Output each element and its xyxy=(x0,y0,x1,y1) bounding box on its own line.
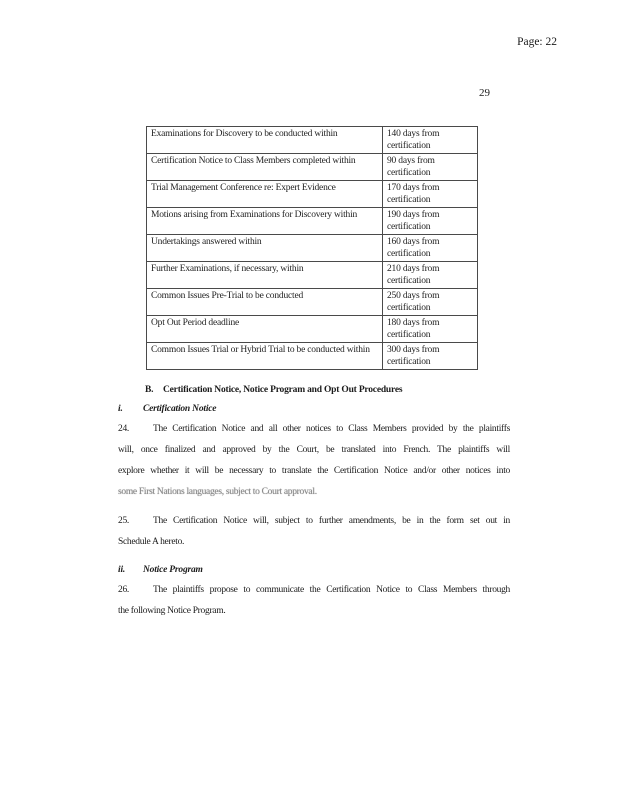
table-row xyxy=(147,154,478,181)
subsection-ii-heading xyxy=(118,563,510,578)
paragraph-24-number: 24. xyxy=(118,424,129,434)
paragraph-text: The Certification Notice will, subject to further amendments, be in the form set out in xyxy=(153,516,510,526)
paragraph-line: the following Notice Program. xyxy=(118,606,226,616)
section-b-title: Certification Notice, Notice Program and Opt Out Procedures xyxy=(163,385,403,395)
paragraph-text: The Certification Notice and all other notices to Class Members provided by the plaintiffs xyxy=(153,424,510,434)
table-cell-deadline: 160 days from certification xyxy=(383,235,478,262)
paragraph-text: The plaintiffs propose to communicate the Certification Notice to Class Members through xyxy=(153,585,510,595)
paragraph-26-number: 26. xyxy=(118,585,129,595)
table-cell-deadline: 140 days from certification xyxy=(383,127,478,154)
table-cell-item: Examinations for Discovery to be conducted within xyxy=(147,127,383,154)
table-row xyxy=(147,289,478,316)
paragraph-line xyxy=(118,419,510,440)
table-row xyxy=(147,208,478,235)
paragraph-line-faded: some First Nations languages, subject to Court approval. xyxy=(118,487,317,497)
table-row xyxy=(147,235,478,262)
table-row xyxy=(147,262,478,289)
section-b-heading xyxy=(118,383,510,398)
table-cell-deadline: 300 days from certification xyxy=(383,343,478,370)
table-row xyxy=(147,343,478,370)
section-b-number: B. xyxy=(145,385,154,395)
table-cell-deadline: 250 days from certification xyxy=(383,289,478,316)
paragraph-24 xyxy=(118,419,510,503)
paragraph-25 xyxy=(118,511,510,553)
paragraph-line xyxy=(118,511,510,532)
table-cell-deadline: 180 days from certification xyxy=(383,316,478,343)
paragraph-line xyxy=(118,580,510,601)
subsection-ii-title: Notice Program xyxy=(143,565,203,575)
schedule-table xyxy=(146,126,478,370)
subsection-ii-number: ii. xyxy=(118,565,126,575)
subsection-i-heading xyxy=(118,402,510,417)
table-cell-item: Common Issues Pre-Trial to be conducted xyxy=(147,289,383,316)
table-cell-item: Opt Out Period deadline xyxy=(147,316,383,343)
table-cell-item: Undertakings answered within xyxy=(147,235,383,262)
table-row xyxy=(147,127,478,154)
table-cell-deadline: 190 days from certification xyxy=(383,208,478,235)
paragraph-line: Schedule A hereto. xyxy=(118,537,185,547)
paragraph-line: will, once finalized and approved by the Court, be translated into French. The plaintiffs will xyxy=(118,445,510,455)
paragraph-26 xyxy=(118,580,510,622)
table-cell-item: Motions arising from Examinations for Discovery within xyxy=(147,208,383,235)
table-cell-deadline: 170 days from certification xyxy=(383,181,478,208)
subsection-i-number: i. xyxy=(118,404,123,414)
paragraph-25-number: 25. xyxy=(118,516,129,526)
table-cell-item: Trial Management Conference re: Expert Evidence xyxy=(147,181,383,208)
paragraph-line: explore whether it will be necessary to translate the Certification Notice and/or other notices into xyxy=(118,466,510,476)
page-header-label: Page: 22 xyxy=(517,36,557,48)
table-cell-item: Certification Notice to Class Members completed within xyxy=(147,154,383,181)
table-cell-item: Common Issues Trial or Hybrid Trial to be conducted within xyxy=(147,343,383,370)
table-cell-deadline: 90 days from certification xyxy=(383,154,478,181)
subsection-i-title: Certification Notice xyxy=(143,404,217,414)
table-row xyxy=(147,181,478,208)
table-cell-item: Further Examinations, if necessary, within xyxy=(147,262,383,289)
table-row xyxy=(147,316,478,343)
page-number: 29 xyxy=(479,87,490,99)
body-text xyxy=(118,383,510,630)
table-cell-deadline: 210 days from certification xyxy=(383,262,478,289)
